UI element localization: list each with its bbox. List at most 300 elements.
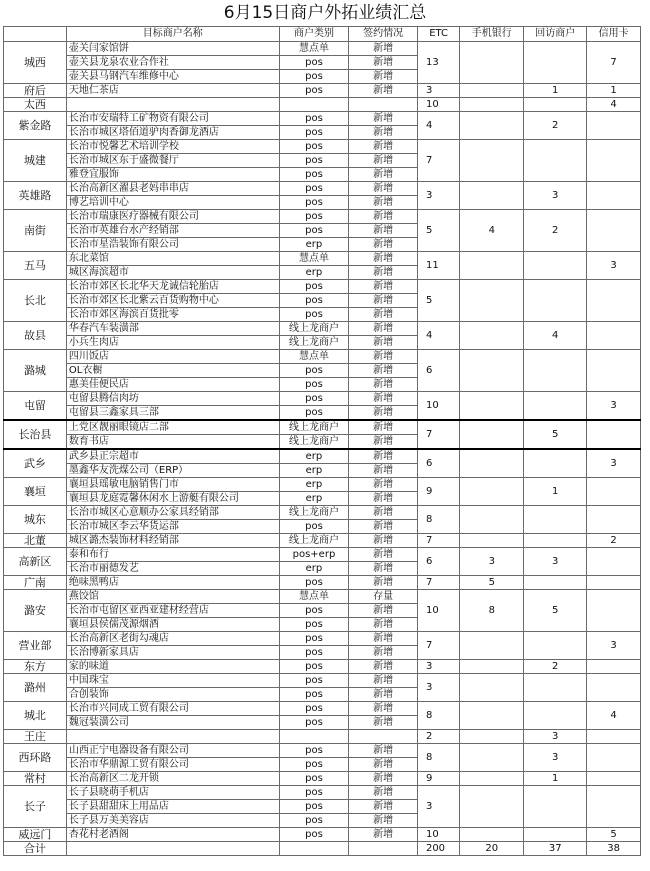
merchant-name: 襄垣县龙庭霓馨休闲水上游艇有限公司 (66, 492, 279, 506)
mobile-banking-count (460, 322, 524, 350)
merchant-name: 长治市英雄台水产经销部 (66, 224, 279, 238)
mobile-banking-count: 3 (460, 548, 524, 576)
merchant-name: 屯留县三鑫家具三部 (66, 406, 279, 421)
region-cell: 长子 (4, 786, 67, 828)
merchant-name: 合创装饰 (66, 688, 279, 702)
merchant-type: 慧点单 (279, 252, 349, 266)
signing-status: 新增 (349, 336, 418, 350)
signing-status: 新增 (349, 350, 418, 364)
merchant-type: pos (279, 632, 349, 646)
header-mobile: 手机银行 (460, 27, 524, 42)
etc-count: 3 (417, 674, 459, 702)
credit-card-count: 3 (587, 632, 641, 660)
merchant-type: pos (279, 828, 349, 842)
revisit-count: 3 (524, 548, 587, 576)
merchant-type: 线上龙商户 (279, 534, 349, 548)
merchant-type: pos (279, 112, 349, 126)
credit-card-count: 5 (587, 828, 641, 842)
credit-card-count (587, 772, 641, 786)
credit-card-count (587, 744, 641, 772)
credit-card-count (587, 576, 641, 590)
merchant-name: 博艺培训中心 (66, 196, 279, 210)
signing-status: 新增 (349, 576, 418, 590)
mobile-banking-count (460, 42, 524, 84)
revisit-count (524, 140, 587, 182)
merchant-type: pos (279, 56, 349, 70)
region-cell: 潞安 (4, 590, 67, 632)
etc-count: 13 (417, 42, 459, 84)
merchant-type: pos (279, 758, 349, 772)
credit-card-count (587, 112, 641, 140)
revisit-count: 3 (524, 744, 587, 772)
region-cell: 广南 (4, 576, 67, 590)
signing-status: 新增 (349, 548, 418, 562)
signing-status: 新增 (349, 660, 418, 674)
merchant-name: 长治市城区心意顺办公家具经销部 (66, 506, 279, 520)
credit-card-count: 3 (587, 252, 641, 280)
credit-card-count (587, 350, 641, 392)
mobile-banking-count (460, 702, 524, 730)
merchant-name: 上党区靓丽眼镜店二部 (66, 420, 279, 435)
table-row (4, 392, 641, 406)
revisit-count (524, 449, 587, 478)
merchant-type: 线上龙商户 (279, 506, 349, 520)
revisit-count: 2 (524, 210, 587, 252)
mobile-banking-count (460, 182, 524, 210)
credit-card-count (587, 322, 641, 350)
table-row (4, 112, 641, 126)
signing-status: 新增 (349, 378, 418, 392)
merchant-name: 长治博新家具店 (66, 646, 279, 660)
etc-count: 4 (417, 322, 459, 350)
table-row (4, 786, 641, 800)
etc-count: 8 (417, 702, 459, 730)
etc-count: 7 (417, 576, 459, 590)
table-row (4, 84, 641, 98)
signing-status: 新增 (349, 492, 418, 506)
etc-count: 7 (417, 140, 459, 182)
mobile-banking-count (460, 744, 524, 772)
mobile-banking-count: 8 (460, 590, 524, 632)
merchant-name: 小兵生肉店 (66, 336, 279, 350)
region-cell: 城东 (4, 506, 67, 534)
table-row (4, 280, 641, 294)
merchant-type: pos (279, 70, 349, 84)
merchant-type: pos (279, 126, 349, 140)
etc-count: 5 (417, 210, 459, 252)
signing-status: 新增 (349, 828, 418, 842)
signing-status: 新增 (349, 126, 418, 140)
merchant-name: 襄垣县瑶敏电脑销售门市 (66, 478, 279, 492)
merchant-name: 墨鑫华友洗煤公司（ERP） (66, 464, 279, 478)
merchant-name: 长治市悦馨艺术培训学校 (66, 140, 279, 154)
mobile-banking-count (460, 506, 524, 534)
table-row (4, 478, 641, 492)
revisit-count: 1 (524, 478, 587, 506)
etc-count: 6 (417, 350, 459, 392)
merchant-type: pos (279, 392, 349, 406)
total-card: 38 (587, 842, 641, 856)
merchant-type: pos (279, 308, 349, 322)
merchant-name: 燕饺馆 (66, 590, 279, 604)
signing-status: 新增 (349, 464, 418, 478)
merchant-type: 线上龙商户 (279, 435, 349, 450)
merchant-type: pos (279, 716, 349, 730)
revisit-count (524, 252, 587, 280)
signing-status: 新增 (349, 478, 418, 492)
total-mobile: 20 (460, 842, 524, 856)
header-region (4, 27, 67, 42)
revisit-count (524, 632, 587, 660)
merchant-type: pos (279, 294, 349, 308)
region-cell: 北董 (4, 534, 67, 548)
merchant-type: pos (279, 674, 349, 688)
merchant-type: erp (279, 449, 349, 464)
revisit-count: 5 (524, 420, 587, 449)
merchant-type: pos (279, 702, 349, 716)
revisit-count (524, 98, 587, 112)
revisit-count: 1 (524, 84, 587, 98)
table-row (4, 576, 641, 590)
signing-status: 新增 (349, 84, 418, 98)
signing-status: 新增 (349, 562, 418, 576)
table-row (4, 140, 641, 154)
merchant-type: 线上龙商户 (279, 322, 349, 336)
merchant-name: 家的味道 (66, 660, 279, 674)
revisit-count (524, 674, 587, 702)
merchant-name: 东北菜馆 (66, 252, 279, 266)
merchant-name: 长治高新区二龙开锁 (66, 772, 279, 786)
merchant-type: pos (279, 772, 349, 786)
signing-status: 新增 (349, 449, 418, 464)
credit-card-count: 3 (587, 449, 641, 478)
credit-card-count (587, 674, 641, 702)
signing-status: 新增 (349, 786, 418, 800)
revisit-count: 3 (524, 182, 587, 210)
signing-status: 新增 (349, 196, 418, 210)
merchant-type: pos (279, 84, 349, 98)
region-cell: 高新区 (4, 548, 67, 576)
region-cell: 屯留 (4, 392, 67, 421)
revisit-count (524, 828, 587, 842)
merchant-type: pos (279, 196, 349, 210)
etc-count: 4 (417, 112, 459, 140)
table-row (4, 548, 641, 562)
mobile-banking-count: 4 (460, 210, 524, 252)
table-row (4, 350, 641, 364)
merchant-name: 长治市丽德发艺 (66, 562, 279, 576)
merchant-type: erp (279, 238, 349, 252)
mobile-banking-count (460, 350, 524, 392)
total-visit: 37 (524, 842, 587, 856)
table-row (4, 828, 641, 842)
signing-status: 新增 (349, 322, 418, 336)
header-card: 信用卡 (587, 27, 641, 42)
etc-count: 10 (417, 98, 459, 112)
revisit-count: 4 (524, 322, 587, 350)
merchant-type: 线上龙商户 (279, 336, 349, 350)
signing-status: 新增 (349, 112, 418, 126)
merchant-type: pos (279, 814, 349, 828)
merchant-type: pos (279, 576, 349, 590)
revisit-count (524, 576, 587, 590)
merchant-type: 慧点单 (279, 350, 349, 364)
merchant-name: 数育书店 (66, 435, 279, 450)
mobile-banking-count (460, 420, 524, 449)
region-cell: 武乡 (4, 449, 67, 478)
etc-count: 9 (417, 478, 459, 506)
etc-count: 6 (417, 449, 459, 478)
region-cell: 故县 (4, 322, 67, 350)
table-row (4, 632, 641, 646)
merchant-type: pos (279, 646, 349, 660)
merchant-name: 长治市兴同成工贸有限公司 (66, 702, 279, 716)
mobile-banking-count (460, 392, 524, 421)
table-row (4, 322, 641, 336)
merchant-name: 长治市郊区长北华天龙诚信轮胎店 (66, 280, 279, 294)
region-cell: 城北 (4, 702, 67, 730)
merchant-name: 长治市瑞康医疗器械有限公司 (66, 210, 279, 224)
revisit-count (524, 534, 587, 548)
merchant-name: 长子县晓萌手机店 (66, 786, 279, 800)
signing-status: 新增 (349, 70, 418, 84)
revisit-count: 5 (524, 590, 587, 632)
merchant-type: 慧点单 (279, 42, 349, 56)
merchant-name: 长治市城区东于盛微餐厅 (66, 154, 279, 168)
signing-status: 新增 (349, 646, 418, 660)
merchant-name: 惠美佳便民店 (66, 378, 279, 392)
region-cell: 潞州 (4, 674, 67, 702)
credit-card-count (587, 786, 641, 828)
etc-count: 3 (417, 84, 459, 98)
merchant-name: 长治市星浩装饰有限公司 (66, 238, 279, 252)
merchant-name: 城区海滨超市 (66, 266, 279, 280)
signing-status: 新增 (349, 154, 418, 168)
merchant-name: 魏冠装潢公司 (66, 716, 279, 730)
credit-card-count: 2 (587, 534, 641, 548)
etc-count: 2 (417, 730, 459, 744)
credit-card-count (587, 210, 641, 252)
merchant-type: pos (279, 744, 349, 758)
merchant-type: pos (279, 154, 349, 168)
etc-count: 3 (417, 786, 459, 828)
header-type: 商户类别 (279, 27, 349, 42)
mobile-banking-count (460, 478, 524, 506)
credit-card-count (587, 420, 641, 449)
signing-status: 新增 (349, 266, 418, 280)
etc-count: 7 (417, 420, 459, 449)
signing-status: 新增 (349, 435, 418, 450)
signing-status: 新增 (349, 280, 418, 294)
etc-count: 10 (417, 392, 459, 421)
region-cell: 紫金路 (4, 112, 67, 140)
region-cell: 东方 (4, 660, 67, 674)
table-row (4, 534, 641, 548)
signing-status: 新增 (349, 56, 418, 70)
page-title: 6月15日商户外拓业绩汇总 (223, 3, 427, 23)
signing-status (349, 730, 418, 744)
merchant-type (279, 98, 349, 112)
revisit-count (524, 350, 587, 392)
merchant-type: pos (279, 660, 349, 674)
mobile-banking-count (460, 660, 524, 674)
merchant-type: pos (279, 520, 349, 534)
signing-status: 新增 (349, 772, 418, 786)
signing-status: 新增 (349, 632, 418, 646)
table-row (4, 506, 641, 520)
credit-card-count (587, 730, 641, 744)
etc-count: 8 (417, 744, 459, 772)
merchant-type: erp (279, 266, 349, 280)
credit-card-count (587, 478, 641, 506)
merchant-name: 武乡县正宗超市 (66, 449, 279, 464)
revisit-count (524, 702, 587, 730)
merchant-name: 杏花村老酒阁 (66, 828, 279, 842)
signing-status: 新增 (349, 168, 418, 182)
etc-count: 6 (417, 548, 459, 576)
signing-status: 新增 (349, 674, 418, 688)
signing-status: 新增 (349, 814, 418, 828)
region-cell: 西环路 (4, 744, 67, 772)
merchant-type: erp (279, 492, 349, 506)
signing-status: 新增 (349, 294, 418, 308)
merchant-type: pos (279, 182, 349, 196)
signing-status: 新增 (349, 182, 418, 196)
merchant-name: 长子县甜甜床上用品店 (66, 800, 279, 814)
merchant-type: pos (279, 364, 349, 378)
merchant-name: 雅登宜服饰 (66, 168, 279, 182)
merchant-type: pos (279, 604, 349, 618)
revisit-count: 3 (524, 730, 587, 744)
merchant-type: pos (279, 168, 349, 182)
region-cell: 英雄路 (4, 182, 67, 210)
merchant-name: 壶关县龙泉农业合作社 (66, 56, 279, 70)
signing-status: 新增 (349, 224, 418, 238)
header-status: 签约情况 (349, 27, 418, 42)
signing-status: 新增 (349, 716, 418, 730)
signing-status: 新增 (349, 140, 418, 154)
merchant-name: 襄垣县侯儒茂源烟酒 (66, 618, 279, 632)
table-row (4, 449, 641, 464)
table-row (4, 744, 641, 758)
merchant-type: pos (279, 406, 349, 421)
mobile-banking-count (460, 828, 524, 842)
revisit-count: 1 (524, 772, 587, 786)
mobile-banking-count (460, 112, 524, 140)
revisit-count (524, 280, 587, 322)
merchant-name (66, 98, 279, 112)
merchant-name: 泰和布行 (66, 548, 279, 562)
mobile-banking-count (460, 534, 524, 548)
signing-status: 存量 (349, 590, 418, 604)
table-row (4, 42, 641, 56)
credit-card-count (587, 590, 641, 632)
total-empty-type (279, 842, 349, 856)
merchant-type: pos (279, 800, 349, 814)
merchant-name: 城区潞杰装饰材料经销部 (66, 534, 279, 548)
credit-card-count (587, 506, 641, 534)
revisit-count (524, 392, 587, 421)
credit-card-count: 1 (587, 84, 641, 98)
table-row (4, 590, 641, 604)
credit-card-count (587, 182, 641, 210)
etc-count: 7 (417, 534, 459, 548)
table-row (4, 210, 641, 224)
region-cell: 襄垣 (4, 478, 67, 506)
region-cell: 威远门 (4, 828, 67, 842)
signing-status: 新增 (349, 364, 418, 378)
header-etc: ETC (417, 27, 459, 42)
merchant-name (66, 730, 279, 744)
mobile-banking-count (460, 632, 524, 660)
merchant-name: 长治市华鼎源工贸有限公司 (66, 758, 279, 772)
credit-card-count (587, 548, 641, 576)
mobile-banking-count (460, 674, 524, 702)
signing-status: 新增 (349, 506, 418, 520)
revisit-count (524, 42, 587, 84)
signing-status: 新增 (349, 800, 418, 814)
merchant-name: 长治高新区老街勾魂店 (66, 632, 279, 646)
merchant-type: erp (279, 562, 349, 576)
mobile-banking-count (460, 786, 524, 828)
signing-status: 新增 (349, 210, 418, 224)
region-cell: 五马 (4, 252, 67, 280)
credit-card-count: 4 (587, 98, 641, 112)
merchant-name: 壶关闫家馆饼 (66, 42, 279, 56)
signing-status: 新增 (349, 406, 418, 421)
etc-count: 7 (417, 632, 459, 660)
etc-count: 8 (417, 506, 459, 534)
total-etc: 200 (417, 842, 459, 856)
merchant-name: 长治市城区李云华货运部 (66, 520, 279, 534)
signing-status: 新增 (349, 238, 418, 252)
merchant-type: erp (279, 464, 349, 478)
merchant-name: 绝味黑鸭店 (66, 576, 279, 590)
mobile-banking-count (460, 280, 524, 322)
merchant-type: pos+erp (279, 548, 349, 562)
region-cell: 长治县 (4, 420, 67, 449)
merchant-name: 壶关县马钢汽车维修中心 (66, 70, 279, 84)
mobile-banking-count (460, 98, 524, 112)
signing-status: 新增 (349, 618, 418, 632)
signing-status: 新增 (349, 420, 418, 435)
merchant-name: 长治高新区濯县老妈串串店 (66, 182, 279, 196)
signing-status: 新增 (349, 604, 418, 618)
merchant-name: 华春汽车装潢部 (66, 322, 279, 336)
signing-status: 新增 (349, 688, 418, 702)
table-row (4, 252, 641, 266)
merchant-name: 长子县万美美容店 (66, 814, 279, 828)
merchant-type: pos (279, 618, 349, 632)
credit-card-count: 4 (587, 702, 641, 730)
credit-card-count (587, 140, 641, 182)
merchant-type: pos (279, 378, 349, 392)
etc-count: 11 (417, 252, 459, 280)
signing-status: 新增 (349, 702, 418, 716)
region-cell: 潞城 (4, 350, 67, 392)
merchant-type: 慧点单 (279, 590, 349, 604)
header-merchant: 目标商户名称 (66, 27, 279, 42)
merchant-name: OL衣橱 (66, 364, 279, 378)
region-cell: 营业部 (4, 632, 67, 660)
region-cell: 王庄 (4, 730, 67, 744)
merchant-name: 中国珠宝 (66, 674, 279, 688)
table-row (4, 420, 641, 435)
table-row (4, 182, 641, 196)
total-empty-status (349, 842, 418, 856)
mobile-banking-count (460, 730, 524, 744)
signing-status: 新增 (349, 520, 418, 534)
